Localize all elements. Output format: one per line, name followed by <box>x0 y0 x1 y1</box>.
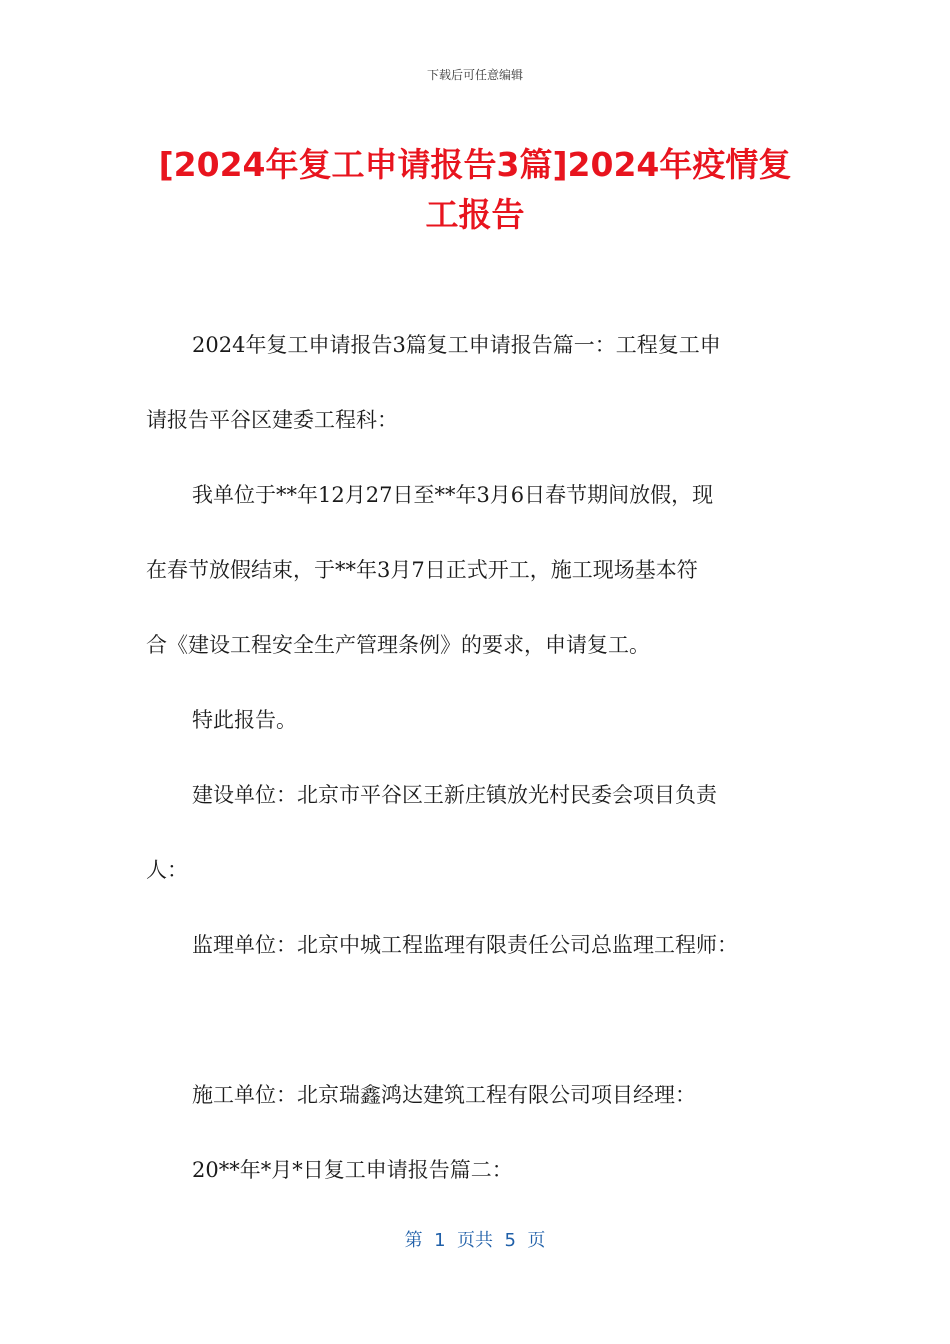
paragraph-line: 合《建设工程安全生产管理条例》的要求，申请复工。 <box>146 633 650 657</box>
paragraph-line: 监理单位：北京中城工程监理有限责任公司总监理工程师： <box>192 933 738 957</box>
paragraph-line: 20**年*月*日复工申请报告篇二： <box>192 1158 513 1182</box>
paragraph-line: 在春节放假结束，于**年3月7日正式开工，施工现场基本符 <box>146 558 698 582</box>
title-line-1: [2024年复工申请报告3篇]2024年疫情复 <box>158 145 792 184</box>
paragraph-line: 人： <box>146 858 188 882</box>
paragraph-line: 我单位于**年12月27日至**年3月6日春节期间放假，现 <box>192 483 714 507</box>
paragraph-line: 建设单位：北京市平谷区王新庄镇放光村民委会项目负责 <box>192 783 717 807</box>
document-body <box>146 320 806 1220</box>
document-title <box>140 140 810 240</box>
paragraph-line: 特此报告。 <box>192 708 297 732</box>
blank-spacer <box>146 995 806 1070</box>
page-indicator: 第 1 页共 5 页 <box>404 1230 546 1251</box>
header-note: 下载后可任意编辑 <box>426 68 523 82</box>
paragraph-line: 施工单位：北京瑞鑫鸿达建筑工程有限公司项目经理： <box>192 1083 696 1107</box>
title-line-2: 工报告 <box>425 195 525 234</box>
paragraph-line: 请报告平谷区建委工程科： <box>146 408 398 432</box>
paragraph-line: 2024年复工申请报告3篇复工申请报告篇一：工程复工申 <box>192 333 721 357</box>
